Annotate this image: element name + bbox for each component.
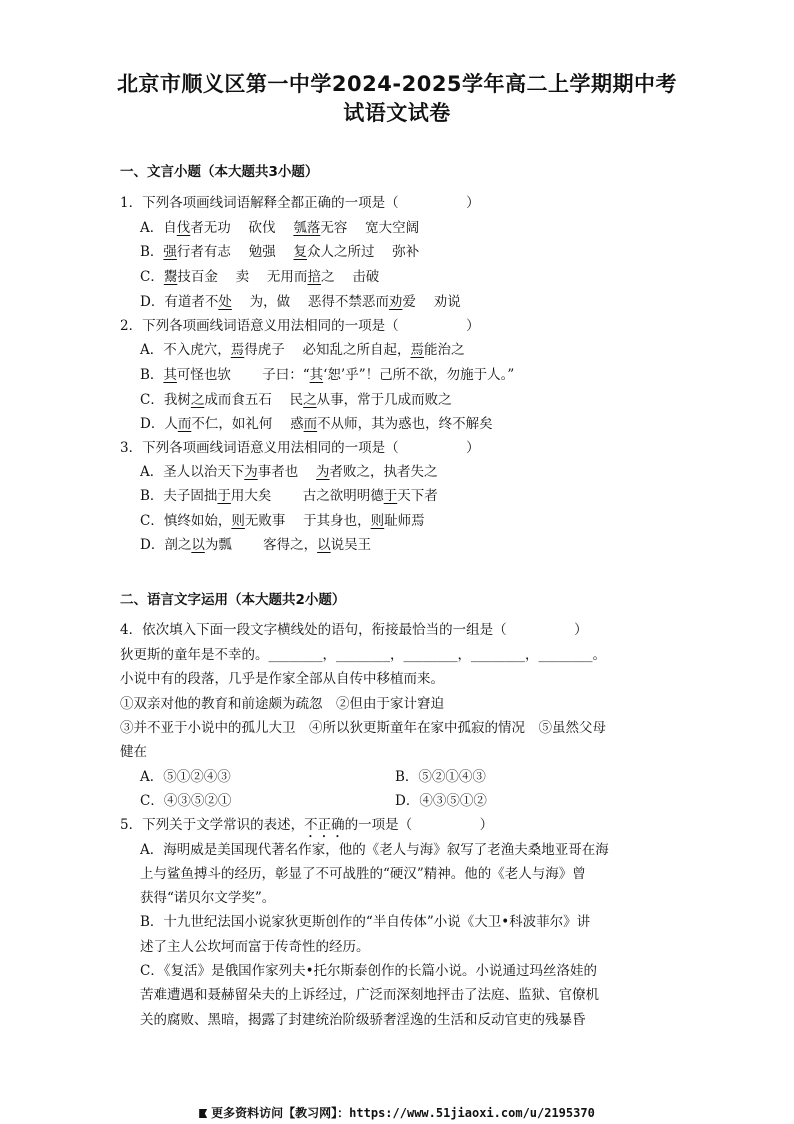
- text: 者败之，执者失之: [329, 464, 438, 480]
- q2-option-b: [140, 363, 514, 383]
- q4-passage-line2: 小说中有的段落，几乎是作家全部从自传中移植而来。: [120, 671, 444, 687]
- text: B．: [140, 367, 164, 383]
- q4-choices-line1: ①双亲对他的教育和前途颇为疏忽 ②但由于家计窘迫: [120, 696, 444, 712]
- text: C．我树: [140, 392, 191, 408]
- underlined-word: 以: [317, 537, 331, 553]
- q2-option-a: [140, 338, 465, 358]
- underlined-word: 则: [370, 513, 385, 529]
- q1-stem: 1．下列各项画线词语解释全都正确的一项是（ ）: [120, 195, 480, 211]
- doc-title-line1: 北京市顺义区第一中学2024-2025学年高二上学期期中考: [116, 72, 678, 96]
- text: D．人: [140, 416, 178, 432]
- text: C．慎终如始，: [140, 513, 232, 529]
- flag-icon: [199, 1109, 207, 1118]
- section2-heading: 二、语言文字运用（本大题共2小题）: [120, 592, 346, 608]
- q4-option-c: C．④③⑤②①: [140, 793, 232, 809]
- q5-stem: [120, 813, 493, 841]
- text: 用大矣 古之欲明明德: [230, 488, 384, 504]
- q5-option-c-line3: 关的腐败、黑暗，揭露了封建统治阶级骄奢淫逸的生活和反动官吏的残暴昏: [140, 1012, 586, 1028]
- q4-choices-line2: ③并不亚于小说中的孤儿大卫 ④所以狄更斯童年在家中孤寂的情况 ⑤虽然父母: [120, 720, 606, 736]
- text: ‘恕’乎”！己所不欲，勿施于人。”: [323, 367, 515, 383]
- q4-option-d: D．④③⑤①②: [395, 793, 487, 809]
- underlined-word: 以: [191, 537, 205, 553]
- underlined-word: 则: [231, 513, 245, 529]
- q1-option-b: [140, 240, 419, 260]
- text: 天下者: [397, 488, 438, 504]
- q4-option-a: A．⑤①②④③: [140, 769, 231, 785]
- q5-option-a-line2: 上与鲨鱼搏斗的经历，彰显了不可战胜的“硬汉”精神。他的《老人与海》曾: [140, 866, 586, 882]
- text: D．剖之: [140, 537, 192, 553]
- underlined-word: 伐: [176, 220, 191, 236]
- text: 耻师焉: [384, 513, 425, 529]
- emphasized-word: 不正确: [304, 817, 345, 833]
- q5-option-c-line2: 苦难遭遇和聂赫留朵夫的上诉经过，广泛而深刻地抨击了法庭、监狱、官僚机: [140, 987, 599, 1003]
- text: B．: [140, 244, 164, 260]
- q5-option-c-line1: C．《复活》是俄国作家列夫•托尔斯泰创作的长篇小说。小说通过玛丝洛娃的: [140, 963, 598, 979]
- underlined-word: 为: [244, 464, 258, 480]
- q2-option-d: [140, 412, 493, 432]
- q4-choices-line3: 健在: [120, 744, 147, 760]
- underlined-word: 之: [190, 392, 205, 408]
- underlined-word: 之: [303, 392, 317, 408]
- underlined-word: 而: [303, 416, 318, 432]
- q4-stem: 4．依次填入下面一段文字横线处的语句，衔接最恰当的一组是（ ）: [120, 622, 588, 638]
- text: 爱 劝说: [402, 294, 461, 310]
- q5-option-b-line2: 述了主人公坎坷而富于传奇性的经历。: [140, 939, 370, 955]
- underlined-word: 瓠落: [293, 220, 321, 236]
- q5-option-a-line3: 获得“诺贝尔文学奖”。: [140, 890, 276, 906]
- underlined-word: 劝: [388, 294, 403, 310]
- q1-option-c: [140, 265, 379, 285]
- text: C．: [140, 269, 164, 285]
- text: 从事，常于几成而败之: [316, 392, 452, 408]
- underlined-word: 焉: [410, 342, 425, 358]
- text: 不从师，其为惑也，终不解矣: [317, 416, 493, 432]
- text: 不仁，如礼何 惑: [191, 416, 304, 432]
- footer-text: 更多资料访问【教习网】：https://www.51jiaoxi.com/u/2195370: [211, 1106, 595, 1120]
- underlined-word: 复: [293, 244, 308, 260]
- underlined-word: 于: [383, 488, 398, 504]
- underlined-word: 为: [316, 464, 330, 480]
- text: 得虎子 必知乱之所自起，: [244, 342, 411, 358]
- text: 可怪也欤 子曰：“: [176, 367, 310, 383]
- text: 者无功 砍伐: [190, 220, 294, 236]
- underlined-word: 鬻: [163, 269, 178, 285]
- q3-option-c: [140, 509, 425, 529]
- text: 5．下列关于文学常识的表述，: [120, 817, 305, 833]
- text: A．圣人以治天下: [140, 464, 245, 480]
- q4-passage-line1: 狄更斯的童年是不幸的。________，________，________，________，________。: [120, 647, 606, 663]
- section1-heading: 一、文言小题（本大题共3小题）: [120, 164, 319, 180]
- text: 众人之所过 弥补: [307, 244, 420, 260]
- q1-option-d: [140, 290, 461, 310]
- underlined-word: 其: [309, 367, 324, 383]
- text: 能治之: [424, 342, 465, 358]
- underlined-word: 其: [163, 367, 177, 383]
- underlined-word: 强: [163, 244, 177, 260]
- q3-option-a: [140, 460, 438, 480]
- q3-stem: 3．下列各项画线词语意义用法相同的一项是（ ）: [120, 440, 480, 456]
- text: 行者有志 勉强: [176, 244, 294, 260]
- text: B．夫子固拙: [140, 488, 218, 504]
- text: 的一项是（ ）: [344, 817, 494, 833]
- q2-option-c: [140, 388, 452, 408]
- q5-option-a-line1: A．海明威是美国现代著名作家，他的《老人与海》叙写了老渔夫桑地亚哥在海: [140, 842, 609, 858]
- underlined-word: 处: [218, 294, 232, 310]
- q3-option-d: [140, 533, 371, 553]
- footer-link[interactable]: [0, 1104, 794, 1121]
- q3-option-b: [140, 484, 438, 504]
- text: 为瓢 客得之，: [204, 537, 318, 553]
- text: 技百金 卖 无用而: [177, 269, 308, 285]
- text: 事者也: [257, 464, 317, 480]
- q4-option-b: B．⑤②①④③: [395, 769, 486, 785]
- q1-option-a: [140, 216, 419, 236]
- underlined-word: 焉: [230, 342, 245, 358]
- text: A．不入虎穴，: [140, 342, 231, 358]
- underlined-word: 掊: [307, 269, 321, 285]
- text: 说吴王: [330, 537, 372, 553]
- text: A．自: [140, 220, 177, 236]
- text: 之 击破: [320, 269, 380, 285]
- text: 无败事 于其身也，: [244, 513, 371, 529]
- text: 成而食五石 民: [204, 392, 304, 408]
- text: 为，做 恶得不禁恶而: [231, 294, 389, 310]
- doc-title-line2: 试语文试卷: [343, 101, 451, 125]
- text: D．有道者不: [140, 294, 219, 310]
- q2-stem: 2．下列各项画线词语意义用法相同的一项是（ ）: [120, 318, 480, 334]
- text: 无容 宽大空阔: [320, 220, 420, 236]
- underlined-word: 于: [217, 488, 231, 504]
- q5-option-b-line1: B．十九世纪法国小说家狄更斯创作的“半自传体”小说《大卫•科波菲尔》讲: [140, 914, 591, 930]
- underlined-word: 而: [177, 416, 192, 432]
